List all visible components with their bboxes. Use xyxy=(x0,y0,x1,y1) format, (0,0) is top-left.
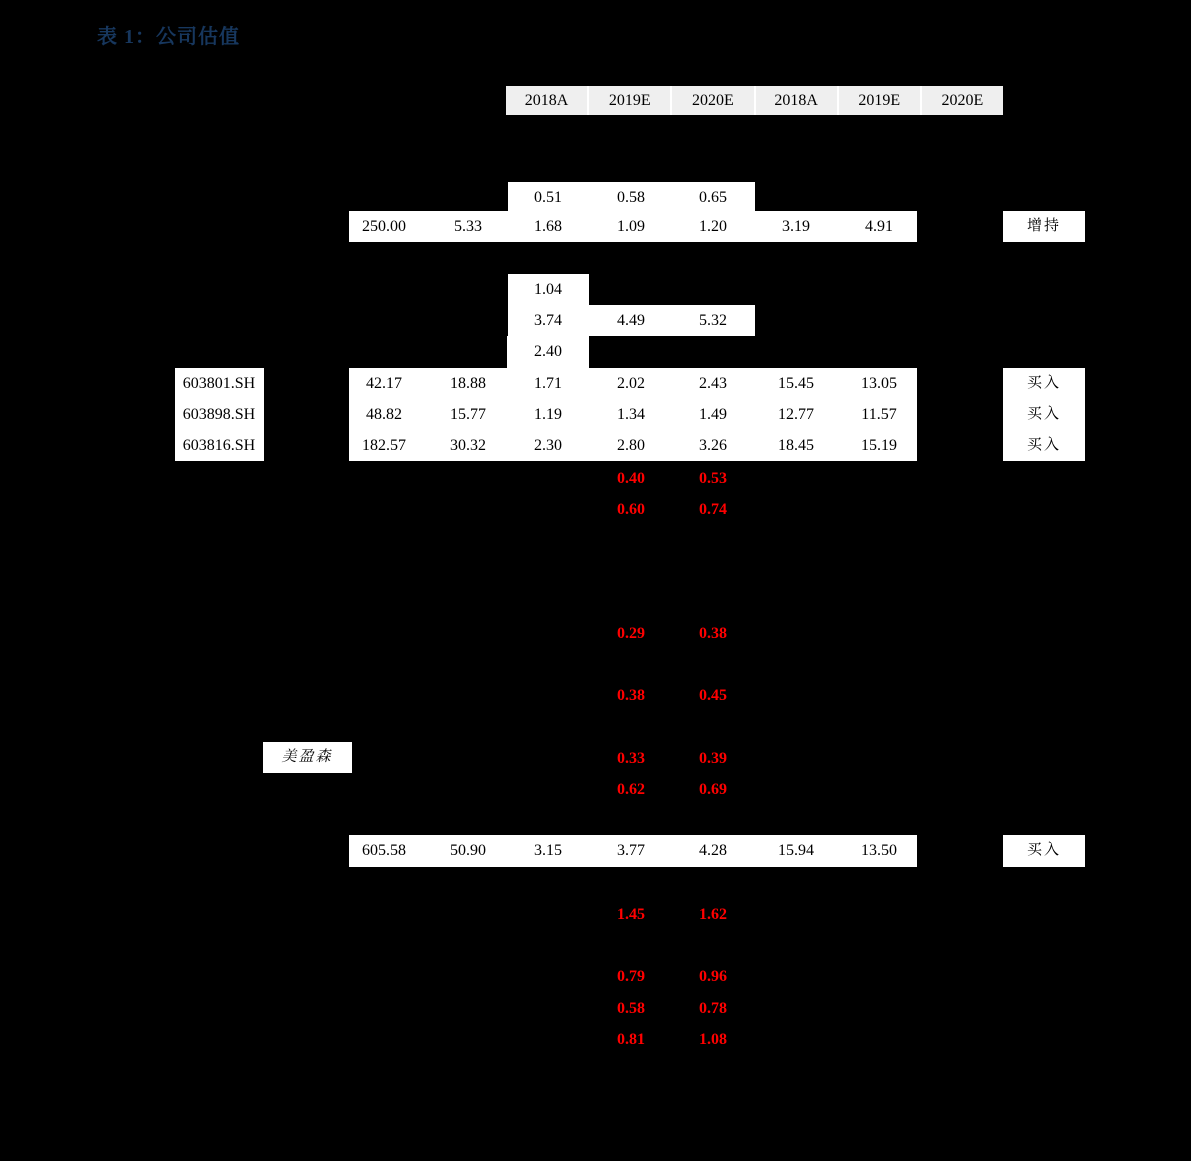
header-cell-2018a: 2018A xyxy=(506,86,589,115)
header-cell-2019e-2: 2019E xyxy=(839,86,922,115)
red-value: 0.29 xyxy=(617,625,645,642)
value-cell: 30.32 xyxy=(450,437,486,454)
red-value: 0.45 xyxy=(699,687,727,704)
value-cell: 1.49 xyxy=(699,406,727,423)
value-cell: 4.91 xyxy=(865,218,893,235)
red-value: 0.78 xyxy=(699,1000,727,1017)
value-cell: 18.88 xyxy=(450,375,486,392)
value-cell: 1.71 xyxy=(534,375,562,392)
rating-badge-buy: 买入 xyxy=(1026,842,1061,858)
red-value: 1.45 xyxy=(617,906,645,923)
value-cell: 2.30 xyxy=(534,437,562,454)
red-value: 0.38 xyxy=(699,625,727,642)
value-cell: 4.49 xyxy=(617,312,645,329)
value-cell: 5.33 xyxy=(454,218,482,235)
company-name: 美盈森 xyxy=(281,749,333,765)
value-cell: 11.57 xyxy=(861,406,897,423)
value-cell: 3.26 xyxy=(699,437,727,454)
stock-code: 603816.SH xyxy=(182,437,256,454)
value-cell: 250.00 xyxy=(362,218,406,235)
value-cell: 4.28 xyxy=(699,842,727,859)
red-value: 0.33 xyxy=(617,750,645,767)
page-title: 表 1：公司估值 xyxy=(97,26,240,48)
red-value: 1.08 xyxy=(699,1031,727,1048)
value-cell: 3.19 xyxy=(782,218,810,235)
rating-badge-buy: 买入 xyxy=(1026,437,1061,453)
value-cell: 18.45 xyxy=(778,437,814,454)
red-value: 0.53 xyxy=(699,470,727,487)
value-cell: 42.17 xyxy=(366,375,402,392)
value-cell: 12.77 xyxy=(778,406,814,423)
value-cell: 1.34 xyxy=(617,406,645,423)
red-value: 0.96 xyxy=(699,968,727,985)
red-value: 0.79 xyxy=(617,968,645,985)
value-cell: 1.20 xyxy=(699,218,727,235)
red-value: 0.60 xyxy=(617,501,645,518)
rating-badge-buy: 买入 xyxy=(1026,375,1061,391)
rating-badge-overweight: 增持 xyxy=(1026,218,1061,234)
red-value: 0.39 xyxy=(699,750,727,767)
value-cell: 2.40 xyxy=(534,343,562,360)
value-cell: 1.19 xyxy=(534,406,562,423)
value-cell: 3.15 xyxy=(534,842,562,859)
value-cell: 15.94 xyxy=(778,842,814,859)
header-cell-2020e: 2020E xyxy=(672,86,755,115)
header-cell-2018a-2: 2018A xyxy=(756,86,839,115)
value-cell: 182.57 xyxy=(362,437,406,454)
value-cell: 605.58 xyxy=(362,842,406,859)
value-cell: 5.32 xyxy=(699,312,727,329)
stock-code: 603898.SH xyxy=(182,406,256,423)
value-cell: 15.45 xyxy=(778,375,814,392)
stock-code: 603801.SH xyxy=(182,375,256,392)
value-cell: 2.43 xyxy=(699,375,727,392)
red-value: 0.69 xyxy=(699,781,727,798)
red-value: 0.40 xyxy=(617,470,645,487)
header-cell-2020e-2: 2020E xyxy=(922,86,1003,115)
value-cell: 0.65 xyxy=(699,189,727,206)
value-cell: 2.02 xyxy=(617,375,645,392)
value-cell: 1.68 xyxy=(534,218,562,235)
value-cell: 13.05 xyxy=(861,375,897,392)
value-cell: 2.80 xyxy=(617,437,645,454)
value-cell: 3.77 xyxy=(617,842,645,859)
value-cell: 48.82 xyxy=(366,406,402,423)
value-cell: 1.04 xyxy=(534,281,562,298)
value-cell: 3.74 xyxy=(534,312,562,329)
red-value: 0.81 xyxy=(617,1031,645,1048)
red-value: 0.62 xyxy=(617,781,645,798)
value-cell: 1.09 xyxy=(617,218,645,235)
header-cell-2019e: 2019E xyxy=(589,86,672,115)
value-cell: 50.90 xyxy=(450,842,486,859)
rating-badge-buy: 买入 xyxy=(1026,406,1061,422)
red-value: 1.62 xyxy=(699,906,727,923)
value-cell: 0.51 xyxy=(534,189,562,206)
value-cell: 15.77 xyxy=(450,406,486,423)
red-value: 0.58 xyxy=(617,1000,645,1017)
table-header-row xyxy=(506,86,1003,115)
value-cell: 13.50 xyxy=(861,842,897,859)
value-cell: 15.19 xyxy=(861,437,897,454)
red-value: 0.74 xyxy=(699,501,727,518)
red-value: 0.38 xyxy=(617,687,645,704)
value-cell: 0.58 xyxy=(617,189,645,206)
